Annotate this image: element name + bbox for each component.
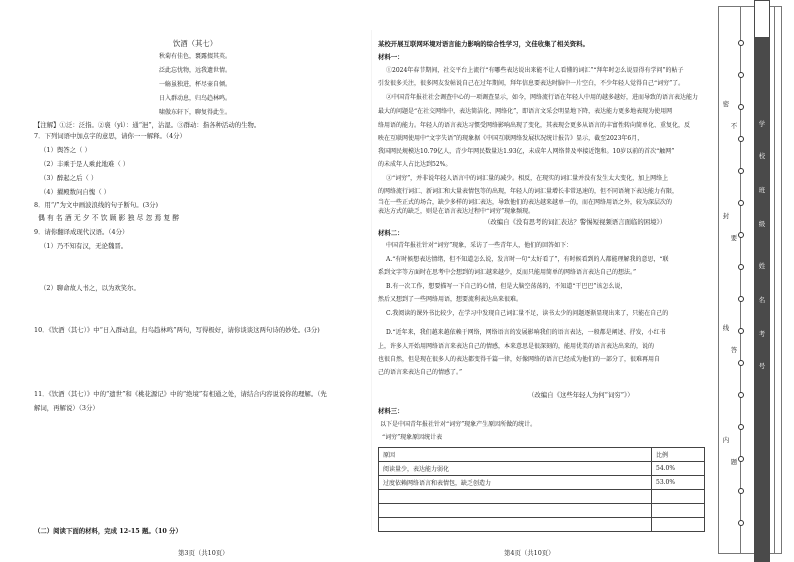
binding-dot: [738, 104, 744, 110]
material-2-line: 然后又想到了一些网络用语，想要流利表达出来很难。: [378, 296, 523, 303]
material-2-title: 材料二：: [378, 229, 404, 237]
info-label: 考: [758, 330, 766, 338]
table-cell: [379, 504, 652, 518]
binding-dot: [738, 296, 744, 302]
page-number-left: 第3页（共10页）: [178, 549, 229, 557]
table-cell: 过度依赖网络语言和表情包，缺乏创造力: [379, 476, 652, 490]
question-11-cont: 解词，再解说）（3分）: [34, 404, 99, 412]
page-number-right: 第4页（共10页）: [504, 549, 555, 557]
question-8: 8．用“/”为文中画波浪线的句子断句。(3分): [34, 201, 159, 209]
poem-line: 秋菊有佳色，裛露掇其英。: [158, 53, 231, 60]
question-11: 11．《饮酒（其七）》中的“遗世”和《桃花源记》中的“绝境”有相通之处，请结合内容说说你的理解。（先: [34, 390, 327, 398]
seal-bar-head: [754, 0, 770, 38]
material-2-line: B.有一次工作，想要描写一下自己的心情，但是大脑空荡荡的，不知道“干巴巴”该怎么说，: [386, 283, 627, 290]
poem-line: 日入群动息，归鸟趋林鸣。: [158, 95, 231, 102]
binding-dot: [738, 136, 744, 142]
question-8-text: 偶 有 名 酒 无 夕 不 饮 顾 影 独 尽 忽 焉 复 醉: [38, 214, 180, 222]
info-label: 级: [758, 220, 766, 228]
binding-dot: [738, 328, 744, 334]
material-1-line: ①2024年春节期间，社交平台上流行“有哪些表达说出来能不让人看懂的词汇”“拜年时怎么说显得有学问”的帖子: [386, 67, 684, 74]
question-9-item: （1）乃不知有汉，无论魏晋。: [40, 242, 128, 250]
seal-hint: 不: [730, 122, 738, 130]
question-10: 10．《饮酒（其七）》中“日入群动息，归鸟趋林鸣”两句，写得极好，请你谈谈这两句诗的妙处。(3分): [34, 326, 320, 334]
binding-strip-border: [718, 6, 782, 554]
table-row: [379, 518, 705, 532]
material-2-line: C.我阅读的课外书比较少，在学习中发现自己词汇量不足，读书太少的问题逐渐显现出来了，只能在自己的: [386, 310, 669, 317]
binding-dot: [738, 488, 744, 494]
table-header-row: [379, 448, 705, 462]
binding-dot: [738, 520, 744, 526]
material-1-title: 材料一：: [378, 53, 404, 61]
material-2-line: 系到文字等方面时在思考中会想到的词汇越来越少，反而只能用简单的网络语言表达自己的想法。”: [378, 269, 637, 276]
question-9-item: （2）聊命故人书之，以为欢笑尔。: [40, 284, 140, 292]
seal-hint: 封: [722, 212, 730, 220]
binding-dot: [738, 456, 744, 462]
seal-hint: 题: [730, 458, 738, 466]
binding-dot: [738, 392, 744, 398]
seal-hint: 答: [730, 346, 738, 354]
table-row: [379, 490, 705, 504]
poem-title: 饮酒（其七）: [172, 39, 218, 48]
section-heading: （二）阅读下面的材料，完成 12-15 题。（10 分）: [34, 527, 182, 535]
seal-hint: 密: [722, 100, 730, 108]
binding-dot: [738, 200, 744, 206]
material-1-line: 当在一些正式的场合，缺少多样的词汇表达，导致他们的表达越来越单一的，而在网络用语之外，较为深层次的: [378, 199, 673, 206]
table-row: [379, 476, 705, 490]
material-2-line: 也很自然，但是现在很多人的表达都变得千篇一律，好像网络的语言已经成为他们的一部分了，很难再用自: [378, 356, 661, 363]
table-row: [379, 462, 705, 476]
poem-line: 一觞虽独进，杯尽壶自倾。: [158, 81, 231, 88]
material-1-line: ③“词穷”，并非说年轻人语言中的词汇量的减少。相反，在现实的词汇量并没有发生太大变化，加上网络上: [386, 175, 669, 182]
info-label: 名: [758, 296, 766, 304]
binding-dot: [738, 360, 744, 366]
question-9: 9．请你翻译成现代汉语。（4分）: [34, 228, 129, 236]
material-1-line: 络用语的能力。年轻人的语言表达习惯受网络影响出现了变化，其表现会更多从语言的丰富性转向简单化、重复化，反: [378, 122, 691, 129]
seal-bar: [754, 0, 770, 562]
material-1-line: 最大的问题是“在社交网络中，表达简洁化、网络化”，即语言文采会明显地下降，表达能力更多地表现为使用网: [378, 108, 673, 115]
info-label: 号: [758, 362, 766, 370]
material-2-line: D.“近年来，我们越来越依赖于网络，网络语言的发展影响我们的语言表达，一般都是阐述、抒发，小红书: [386, 329, 666, 336]
poem-line: 啸傲东轩下，聊复得此生。: [158, 109, 231, 116]
binding-dot: [738, 424, 744, 430]
table-cell: [652, 518, 705, 532]
table-cell: 53.0%: [652, 476, 705, 490]
binding-line: [774, 6, 775, 554]
seal-hint: 内: [722, 436, 730, 444]
binding-line: [740, 6, 741, 554]
poem-line: 泛此忘忧物，远我遗世情。: [158, 67, 231, 74]
material-2-line: A.“有时候想表达情绪，但不知道怎么说，发言时一句“太好看了”，有时候看到的人都能理解我的意思，“联: [386, 256, 669, 263]
question-7-item: （2）丰乘于是人乘此地难（ ）: [40, 160, 130, 168]
material-2-line: 上，许多人开始用网络语言来表达自己的情感，本来意思是很深刻的，能用优美的语言表达出来的，说的: [378, 343, 655, 350]
material-2-source: （改编自《这些年轻人为何“词穷”》）: [528, 391, 634, 399]
material-1-line: 表达方式的缺乏，则是在语言表达过程中“词穷”现象频现。: [378, 208, 535, 215]
table-header-cell: 比例: [652, 448, 705, 462]
material-2-lead: 中国青年报社针对“词穷”现象，采访了一些青年人，他们的回答如下：: [386, 242, 573, 249]
binding-dot: [738, 264, 744, 270]
material-1-line: 的网络流行词汇、新词汇和大量表情包等的出现，年轻人的词汇量增长非常迅速的，但不同语境下表达能力有限，: [378, 188, 679, 195]
seal-hint: 线: [722, 324, 730, 332]
binding-dot: [738, 40, 744, 46]
material-1-line: 引发很多关注，很多网友发帖说自己在过年期间，拜年信息要表达时脑中一片空白，不少年轻人觉得自己“词穷”了。: [378, 80, 685, 87]
statistics-table: [378, 447, 705, 532]
binding-dot: [738, 168, 744, 174]
table-cell: [379, 490, 652, 504]
seal-hint: 要: [730, 234, 738, 242]
info-label: 班: [758, 186, 766, 194]
question-7: 7．下列词语中加点字的意思，请你一一解释。（4分）: [34, 132, 186, 140]
page-divider: [371, 30, 372, 530]
question-7-item: （4）擢殿数问自愧（ ）: [40, 188, 111, 196]
info-label: 学: [758, 120, 766, 128]
info-label: 校: [758, 152, 766, 160]
table-caption: “词穷”现象原因统计表: [382, 434, 443, 441]
table-row: [379, 504, 705, 518]
annotation-note: 【注解】①泛：泛指。②裛（yì）：通“浥”，沾湿。③群动：指各种活动的生物。: [34, 121, 261, 129]
table-cell: [652, 490, 705, 504]
material-1-line: 我国网民规模达10.79亿人，青少年网民数量达1.93亿，未成年人网络普及率接近饱和。10岁以前的首次“触网”: [378, 148, 675, 155]
material-3-lead: 以下是中国青年报社针对“词穷”现象产生原因所做的统计。: [380, 421, 537, 428]
question-7-item: （1）舆答之（ ）: [40, 146, 91, 154]
material-2-line: 己的语言来表达自己的情感了。”: [378, 369, 463, 376]
table-cell: 54.0%: [652, 462, 705, 476]
material-1-line: 映在互联网使用中“文字失语”的现象据《中国互联网络发展状况统计报告》显示，截至2023年6月，: [378, 135, 644, 142]
table-cell: 阅读量少，表达能力弱化: [379, 462, 652, 476]
table-header-cell: 原因: [379, 448, 652, 462]
intro-text: 某校开展互联网环境对语言能力影响的综合性学习，文佳收集了相关资料。: [378, 40, 589, 48]
question-7-item: （3）醉起之后（ ）: [40, 174, 98, 182]
material-3-title: 材料三：: [378, 407, 404, 415]
table-cell: [652, 504, 705, 518]
binding-dot: [738, 72, 744, 78]
binding-dot: [738, 232, 744, 238]
info-label: 姓: [758, 262, 766, 270]
table-cell: [379, 518, 652, 532]
material-1-line: 的未成年人占比达到52%。: [378, 161, 452, 168]
material-1-source: （改编自《没有思考的词汇表达？警惕短视频语言面临的困境》）: [484, 218, 667, 226]
material-1-line: ②中国青年报社社会调查中心的一项调查显示，如今，网络流行语在年轻人中用的越多越好，进而导致的语言表达能力: [386, 94, 699, 101]
